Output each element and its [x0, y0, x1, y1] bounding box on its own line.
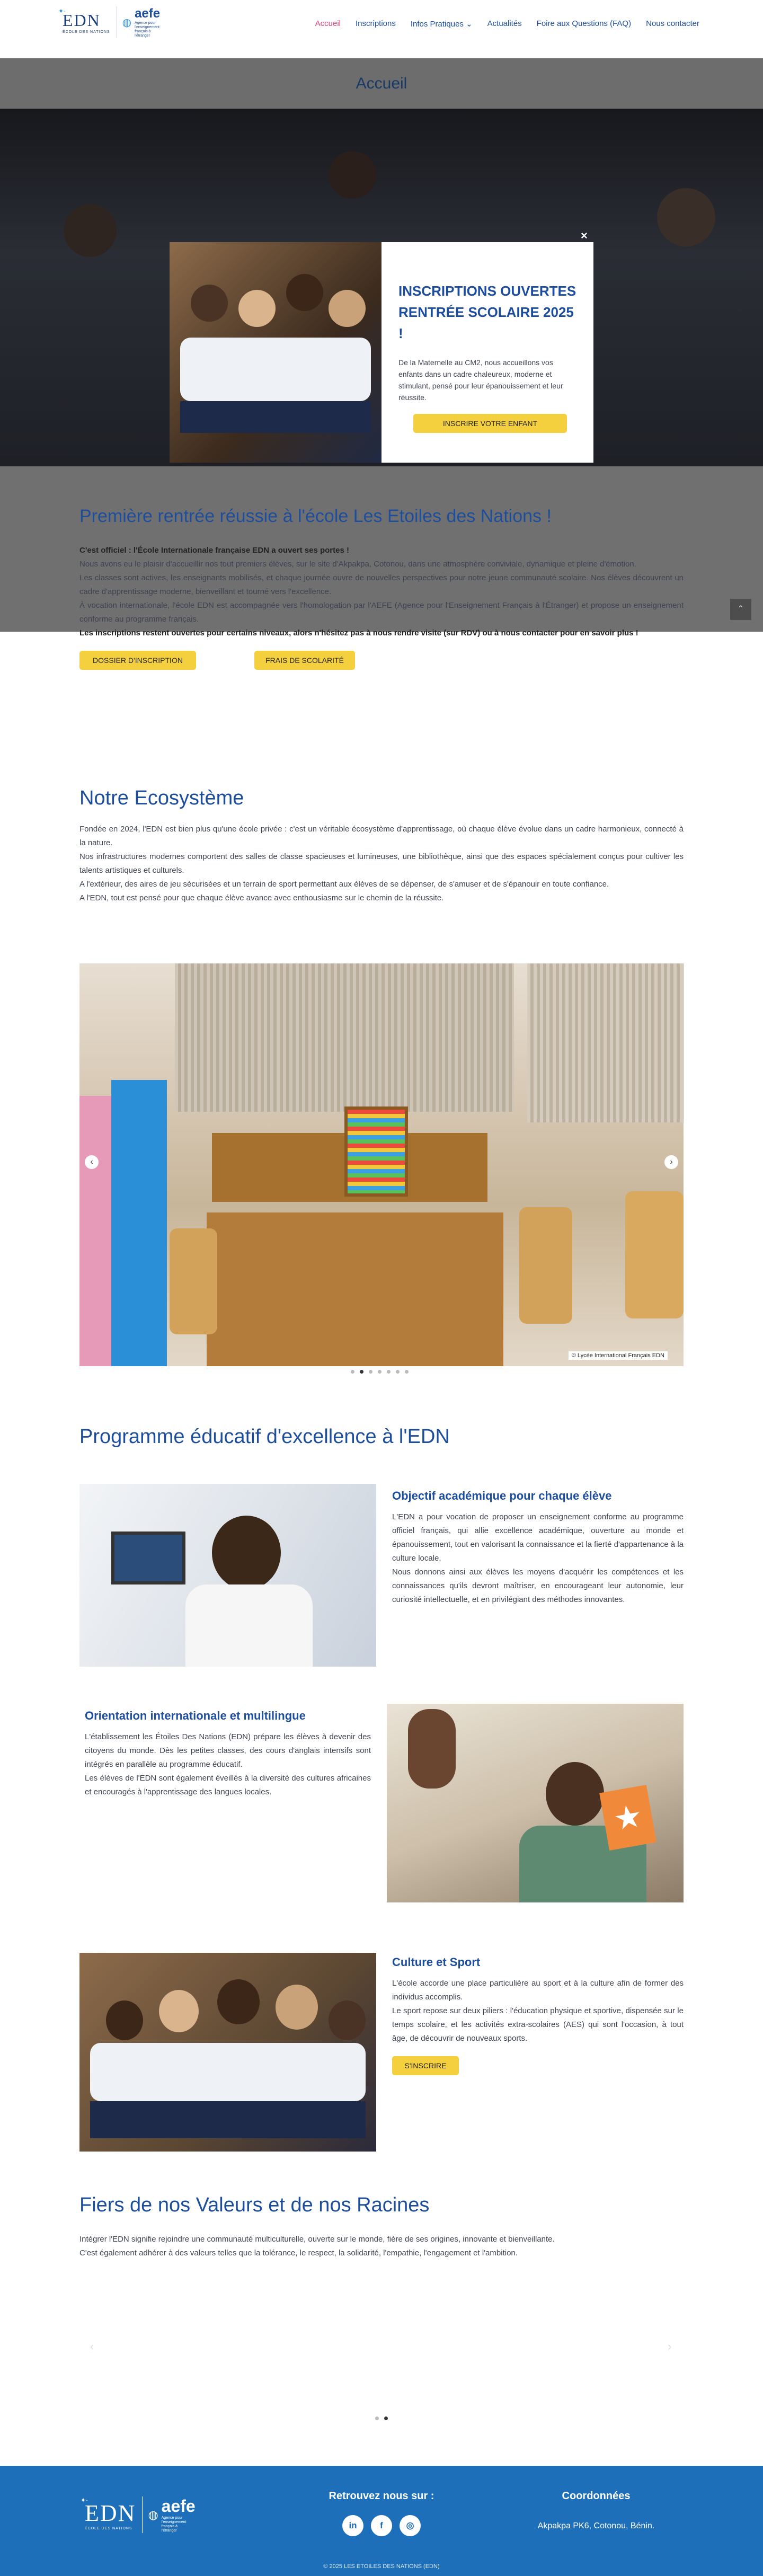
academic-block — [392, 1489, 684, 1607]
linkedin-icon[interactable]: in — [342, 2515, 363, 2536]
carousel-dot[interactable] — [384, 2416, 388, 2420]
carousel-dot[interactable] — [405, 1370, 409, 1374]
student-figure — [159, 1990, 199, 2032]
teacher-head — [546, 1762, 604, 1826]
child-figure — [329, 290, 366, 327]
intro-title: Première rentrée réussie à l'école Les Etoiles des Nations ! — [79, 506, 552, 526]
culture-sport-paragraph: Le sport repose sur deux piliers : l'éducation physique et sportive, dispensée sur le temps scolaire, et les activités extra-scolaires (AES) qui sont l'occasion, à tout âge, de découvrir de nouveaux sports. — [392, 2006, 684, 2043]
values-carousel-next[interactable] — [668, 2340, 671, 2353]
popup-text: De la Maternelle au CM2, nous accueillons vos enfants dans un cadre chaleureux, moderne et stimulant, pensé pour leur épanouissement et leur réussite. — [398, 358, 563, 402]
carousel-next-button[interactable]: › — [664, 1155, 678, 1169]
international-block — [79, 1709, 371, 1799]
intro-buttons — [79, 651, 684, 670]
enrollment-file-button[interactable]: DOSSIER D'INSCRIPTION — [79, 651, 196, 670]
intro-paragraph: Les classes sont actives, les enseignants mobilisés, et chaque journée ouvre de nouvelles perspectives pour notre jeune communauté scolaire. Nos élèves découvrent un cadre d'apprentissage moderne, bienveillant et tourné vers l'excellence. — [79, 573, 684, 596]
boy-shirt — [185, 1584, 313, 1667]
logo-stars-icon: ✦· — [58, 7, 66, 15]
values-title: Fiers de nos Valeurs et de nos Racines — [79, 2194, 430, 2216]
footer-aefe-logo: ◍ aefe Agence pour l'enseignement français à l'étranger — [142, 2497, 195, 2533]
photo-credit: © Lycée International Français EDN — [569, 1351, 668, 1360]
ecosystem-paragraph: Fondée en 2024, l'EDN est bien plus qu'une école privée : c'est un véritable écosystème d'apprentissage, où chaque élève évolue dans un cadre harmonieux, connecté à la nature. — [79, 825, 684, 847]
monitor-shape — [111, 1532, 185, 1584]
enrollment-popup — [170, 242, 593, 463]
chair — [625, 1191, 684, 1318]
intro-paragraph: Nous avons eu le plaisir d'accueillir nos tout premiers élèves, sur le site d'Akpakpa, Cotonou, dans une atmosphère conviviale, dynamique et pleine d'émotion. — [79, 560, 636, 569]
logo-stars-icon: ✦· — [81, 2496, 88, 2504]
international-paragraph: L'établissement les Étoiles Des Nations (EDN) prépare les élèves à devenir des citoyens du monde. Dès les petites classes, des cours d'anglais intensifs sont intégrés en parallèle au programme éducatif. — [85, 1732, 371, 1769]
blue-mat — [111, 1080, 167, 1366]
carousel-dot[interactable] — [360, 1370, 363, 1374]
popup-title-line1: INSCRIPTIONS OUVERTES — [398, 283, 576, 299]
chevron-left-icon: ‹ — [90, 2340, 94, 2353]
nav-contact[interactable]: Nous contacter — [646, 19, 699, 28]
star-card — [599, 1785, 656, 1851]
international-paragraph: Les élèves de l'EDN sont également éveillés à la diversité des cultures africaines et encouragés à l'apprentissage des langues locales. — [85, 1774, 371, 1796]
window-blinds — [175, 963, 514, 1112]
child-figure — [286, 274, 323, 311]
student-figure — [106, 2000, 143, 2040]
tuition-fees-button[interactable]: FRAIS DE SCOLARITÉ — [254, 651, 355, 670]
carousel-dot[interactable] — [351, 1370, 354, 1374]
enroll-child-button[interactable]: INSCRIRE VOTRE ENFANT — [413, 414, 567, 433]
student-figure — [276, 1985, 318, 2030]
page-title: Accueil — [356, 74, 407, 92]
main-nav — [315, 19, 699, 29]
close-icon[interactable]: × — [581, 229, 588, 242]
intro-official: C'est officiel : l'École Internationale française EDN a ouvert ses portes ! — [79, 546, 349, 555]
culture-sport-title: Culture et Sport — [392, 1955, 481, 1969]
values-paragraph: C'est également adhérer à des valeurs telles que la tolérance, le respect, la solidarité, l'empathie, l'engagement et l'ambition. — [79, 2249, 518, 2258]
values-carousel-prev[interactable] — [90, 2340, 94, 2353]
skirts-block — [180, 401, 371, 433]
carousel-dot[interactable] — [387, 1370, 391, 1374]
logo-subtitle: ÉCOLE DES NATIONS — [63, 30, 110, 34]
hero-figure — [64, 204, 117, 257]
nav-inscriptions[interactable]: Inscriptions — [355, 19, 396, 28]
footer-social — [297, 2490, 466, 2536]
nav-actualites[interactable]: Actualités — [487, 19, 522, 28]
ecosystem-paragraph: Nos infrastructures modernes comportent des salles de classe spacieuses et lumineuses, une bibliothèque, ainsi que des espaces spécialement conçus pour cultiver les talents artistiques et culturels. — [79, 852, 684, 875]
star-icon: ★ — [610, 1797, 645, 1838]
intro-enrollment-note: Les inscriptions restent ouvertes pour certains niveaux, alors n'hésitez pas à nous rendre visite (sur RDV) ou à nous contacter pour en savoir plus ! — [79, 628, 638, 638]
globe-icon: ◍ — [122, 16, 132, 29]
popup-children-photo — [170, 242, 382, 463]
footer-address: Akpakpa PK6, Cotonou, Bénin. — [537, 2521, 655, 2530]
values-section — [79, 2194, 684, 2260]
carousel-dot[interactable] — [378, 1370, 382, 1374]
popup-title-line2: RENTRÉE SCOLAIRE 2025 ! — [398, 304, 574, 341]
social-icons — [297, 2515, 466, 2536]
skirts-block — [90, 2101, 366, 2138]
abacus — [344, 1106, 408, 1197]
ecosystem-title: Notre Ecosystème — [79, 787, 244, 809]
boy-head — [212, 1516, 281, 1590]
carousel-dot[interactable] — [396, 1370, 400, 1374]
footer-edn-logo: ✦· EDN — [81, 2496, 136, 2526]
popup-content — [382, 242, 593, 463]
footer-contact — [509, 2490, 684, 2531]
pink-mat — [79, 1096, 111, 1366]
values-carousel-dots — [375, 2416, 388, 2420]
table — [207, 1212, 503, 1366]
carousel-prev-button[interactable]: ‹ — [85, 1155, 99, 1169]
register-button[interactable]: S'INSCRIRE — [392, 2056, 459, 2075]
chair — [519, 1207, 572, 1324]
students-photo — [79, 1953, 376, 2152]
edn-logo[interactable]: ✦· EDN — [58, 7, 101, 30]
ecosystem-section — [79, 787, 684, 905]
boy-computer-photo — [79, 1484, 376, 1667]
social-title: Retrouvez nous sur : — [329, 2490, 434, 2502]
programme-section — [79, 1426, 684, 1448]
intro-section — [79, 506, 684, 670]
hero-figure — [329, 151, 376, 199]
student-figure — [217, 1979, 260, 2024]
chevron-right-icon: › — [668, 2340, 672, 2353]
facebook-icon[interactable]: f — [371, 2515, 392, 2536]
logo-group[interactable] — [58, 6, 166, 38]
intro-paragraph: À vocation internationale, l'école EDN est accompagnée vers l'homologation par l'AEFE (Agence pour l'Enseignement Français à l'Étranger) et propose un enseignement conforme au programme français. — [79, 601, 684, 624]
ecosystem-paragraph: A l'extérieur, des aires de jeu sécurisées et un terrain de sport permettant aux élèves de se dépenser, de s'amuser et de s'épanouir en toute confiance. — [79, 880, 609, 889]
uniforms-block — [90, 2043, 366, 2101]
nav-faq[interactable]: Foire aux Questions (FAQ) — [536, 19, 632, 28]
aefe-logo[interactable]: ◍ aefe Agence pour l'enseignement français à l'étranger — [117, 6, 166, 38]
back-to-top-button[interactable] — [730, 599, 751, 620]
site-footer — [0, 2466, 763, 2576]
teacher-class-photo — [387, 1704, 684, 1902]
student-figure — [329, 2000, 366, 2040]
programme-title: Programme éducatif d'excellence à l'EDN — [79, 1426, 450, 1448]
hero-figure — [657, 188, 715, 246]
academic-paragraph: Nous donnons ainsi aux élèves les moyens d'acquérir les compétences et les connaissances qu'ils devront maîtriser, en encourageant leur autonomie, leur curiosité intellectuelle, et en privilégiant des méthodes innovantes. — [392, 1568, 684, 1604]
culture-sport-paragraph: L'école accorde une place particulière au sport et à la culture afin de former des individus accomplis. — [392, 1979, 684, 2002]
values-paragraph: Intégrer l'EDN signifie rejoindre une communauté multiculturelle, ouverte sur le monde, fière de ses origines, innovante et bienveillante. — [79, 2235, 555, 2244]
classroom-carousel[interactable] — [79, 963, 684, 1366]
academic-title: Objectif académique pour chaque élève — [392, 1489, 612, 1502]
culture-sport-block — [392, 1955, 684, 2075]
child-figure — [238, 290, 276, 327]
contact-title: Coordonnées — [562, 2490, 631, 2502]
carousel-dots — [351, 1370, 409, 1374]
page-title-bar — [0, 58, 763, 109]
child-figure — [191, 285, 228, 322]
chair — [170, 1228, 217, 1334]
instagram-icon[interactable]: ◎ — [400, 2515, 421, 2536]
window-blinds — [527, 963, 684, 1122]
footer-logo[interactable] — [81, 2496, 196, 2533]
academic-paragraph: L'EDN a pour vocation de proposer un enseignement conforme au programme officiel français, qui allie excellence académique, ouverture au monde et épanouissement, tout en valorisant la connaissance et la fierté d'appartenance à la culture locale. — [392, 1512, 684, 1563]
nav-accueil[interactable]: Accueil — [315, 19, 341, 28]
footer-logo-subtitle: ÉCOLE DES NATIONS — [85, 2526, 132, 2530]
nav-infos-pratiques[interactable]: Infos Pratiques ⌄ — [410, 20, 473, 29]
international-title: Orientation internationale et multilingue — [85, 1709, 306, 1722]
site-header — [0, 0, 763, 58]
raised-hand — [408, 1709, 456, 1789]
copyright: © 2025 LES ETOILES DES NATIONS (EDN) — [323, 2563, 440, 2570]
chevron-up-icon: ⌃ — [737, 605, 744, 614]
globe-icon: ◍ — [148, 2508, 158, 2521]
carousel-dot[interactable] — [369, 1370, 372, 1374]
ecosystem-paragraph: A l'EDN, tout est pensé pour que chaque élève avance avec enthousiasme sur le chemin de la réussite. — [79, 893, 444, 902]
uniforms-block — [180, 338, 371, 401]
carousel-dot[interactable] — [375, 2416, 379, 2420]
